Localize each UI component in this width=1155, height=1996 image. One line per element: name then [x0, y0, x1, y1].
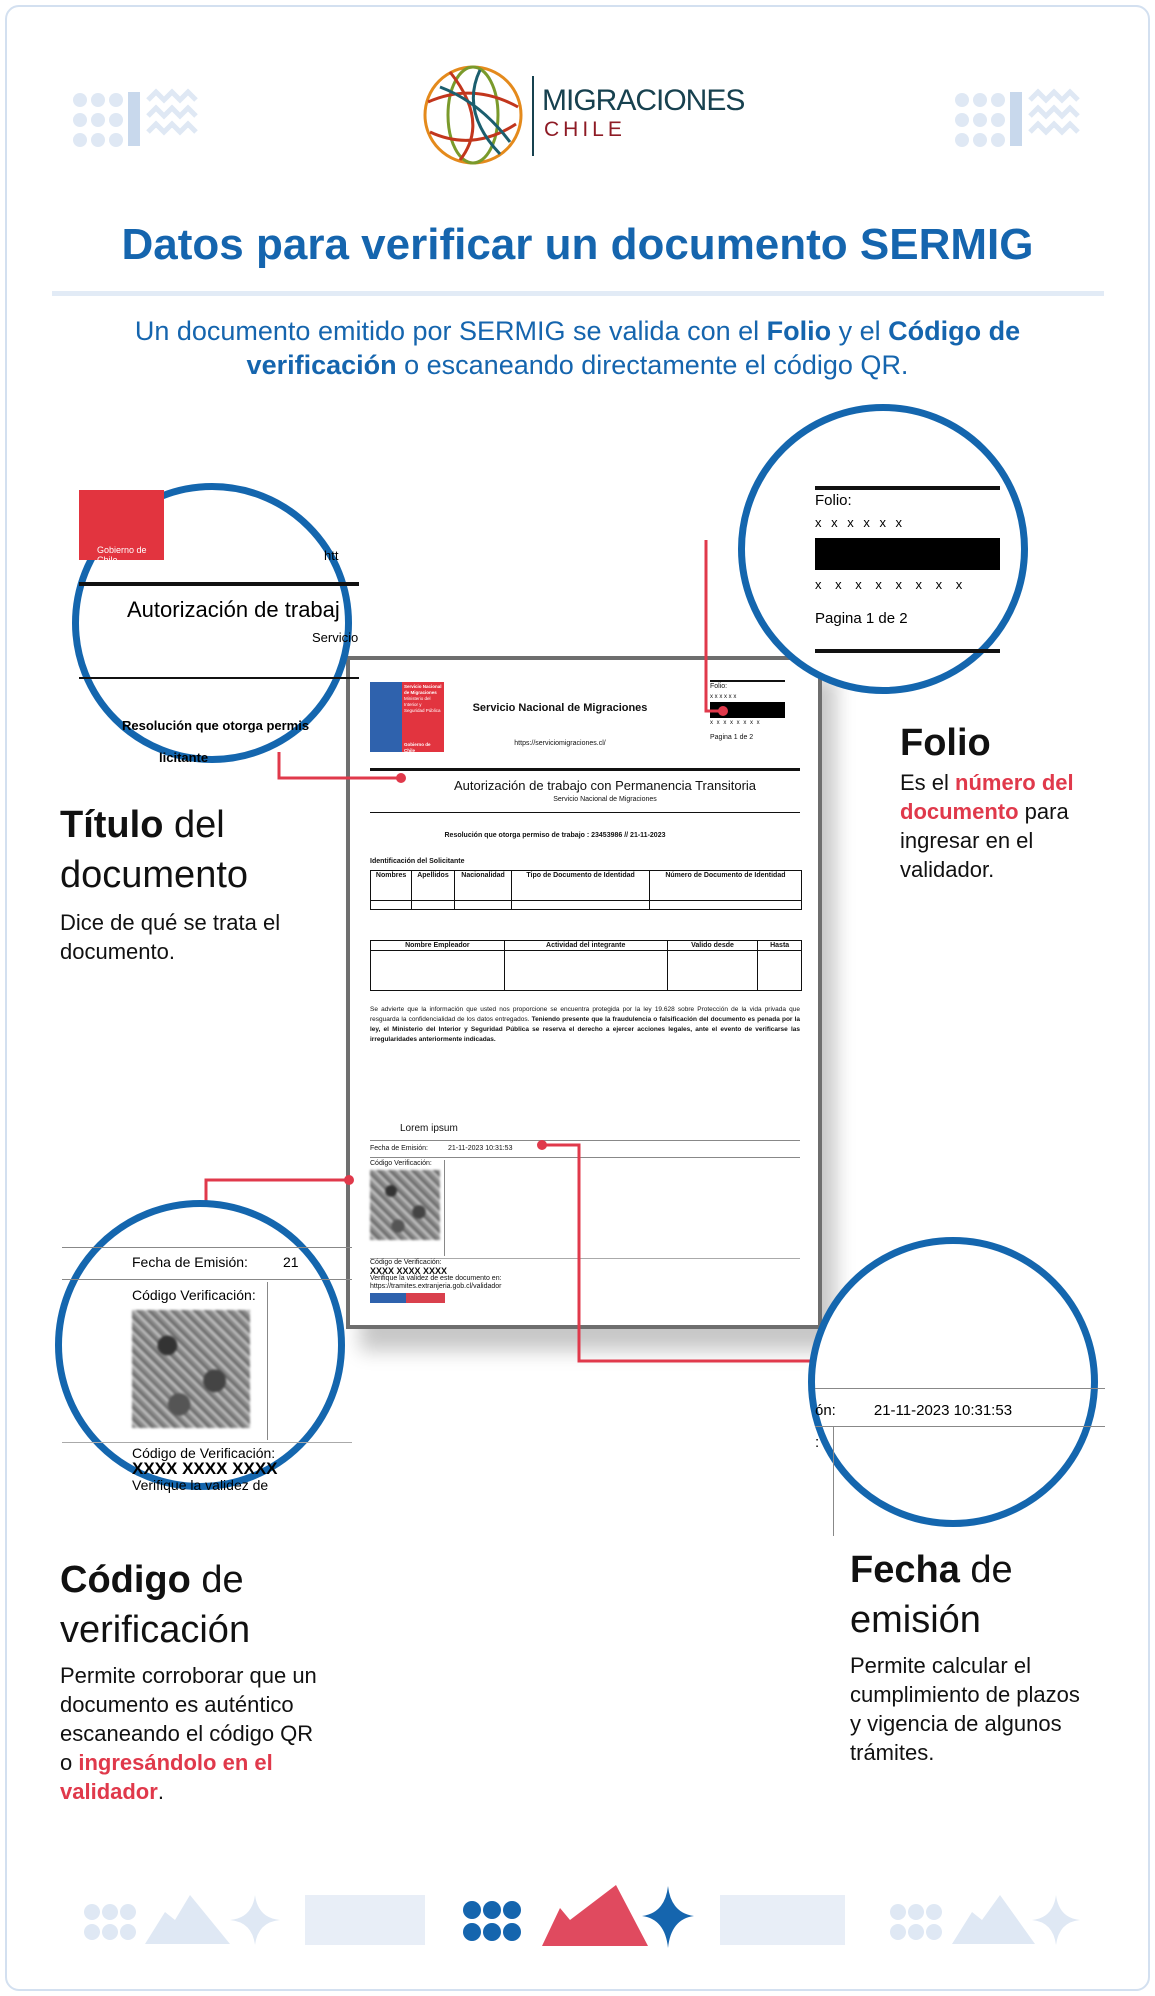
- doc-subtitle: Servicio Nacional de Migraciones: [553, 796, 657, 803]
- doc-lorem: Lorem ipsum: [400, 1123, 458, 1134]
- qr-code-zoomed: [132, 1310, 250, 1428]
- doc-url: https://serviciomigraciones.cl/: [514, 740, 606, 747]
- doc-codigo-block: Código Verificación:: [370, 1160, 445, 1256]
- doc-agency: Servicio Nacional de Migraciones: [472, 702, 648, 714]
- zoom-circle-fecha: ón: 21-11-2023 10:31:53 :: [808, 1237, 1098, 1527]
- label-codigo: Código de verificación Permite corroborar que un documento es auténtico escaneando el código QR o ingresándolo en el validador.: [60, 1559, 317, 1804]
- doc-resolution: Resolución que otorga permiso de trabajo : 23453986 // 21-11-2023: [444, 832, 666, 839]
- page-title: Datos para verificar un documento SERMIG: [121, 220, 1034, 269]
- doc-table-employer: Nombre Empleador Actividad del integrante Valido desde Hasta: [370, 940, 802, 991]
- doc-title: Autorización de trabajo con Permanencia Transitoria: [453, 778, 757, 793]
- label-folio: Folio Es el número del documento para ingresar en el validador.: [900, 722, 1074, 882]
- doc-section: Identificación del Solicitante: [370, 858, 465, 865]
- zoom-circle-folio: Folio: x x x x x x x x x x x x x x Pagina 1 de 2: [738, 404, 1028, 694]
- logo-name: MIGRACIONES: [542, 84, 745, 117]
- government-seal: Servicio Nacional de Migraciones Ministerio del Interior y Seguridad Pública Gobierno de Chile: [370, 682, 444, 752]
- page-subtitle: Un documento emitido por SERMIG se valida con el Folio y el Código de verificación o escaneando directamente el código QR.: [134, 316, 1021, 380]
- doc-verification: Código de Verificación: XXXX XXXX XXXX Verifique la validez de este documento en: https://tramites.extranjeria.gob.cl/validador: [370, 1258, 800, 1303]
- label-titulo: Título del documento Dice de qué se trata el documento.: [60, 804, 281, 964]
- logo-sub: CHILE: [544, 118, 626, 141]
- doc-table-applicant: Nombres Apellidos Nacionalidad Tipo de Documento de Identidad Número de Documento de Identidad: [370, 870, 802, 910]
- doc-folio-box: Folio: x x x x x x x x x x x x x x Pagina 1 de 2: [710, 680, 785, 743]
- zoom-circle-codigo: Fecha de Emisión: 21 Código Verificación: Código de Verificación: XXXX XXXX XXXX Verifique la validez de: [55, 1200, 345, 1490]
- label-fecha: Fecha de emisión Permite calcular el cumplimiento de plazos y vigencia de algunos trámites.: [850, 1549, 1080, 1765]
- zoom-circle-titulo: Gobierno de Chile htt Autorización de trabaj Servicio Resolución que otorga permis licitante: [72, 483, 352, 763]
- doc-fecha-row: Fecha de Emisión: 21-11-2023 10:31:53: [370, 1140, 800, 1158]
- doc-notice: Se advierte que la información que usted nos proporcione se encuentra protegida por la ley 19.628 sobre Protección de la vida privada que resguarda la confidencialidad de los datos entregados. Teniendo presente que la fraudulencia o falsificación del documento es penada por la ley, el Ministerio del Interior y Seguridad Pública se reserva el derecho a ejercer acciones legales, ante el evento de verificarse las irregularidades anteriormente indicadas.: [370, 1006, 800, 1043]
